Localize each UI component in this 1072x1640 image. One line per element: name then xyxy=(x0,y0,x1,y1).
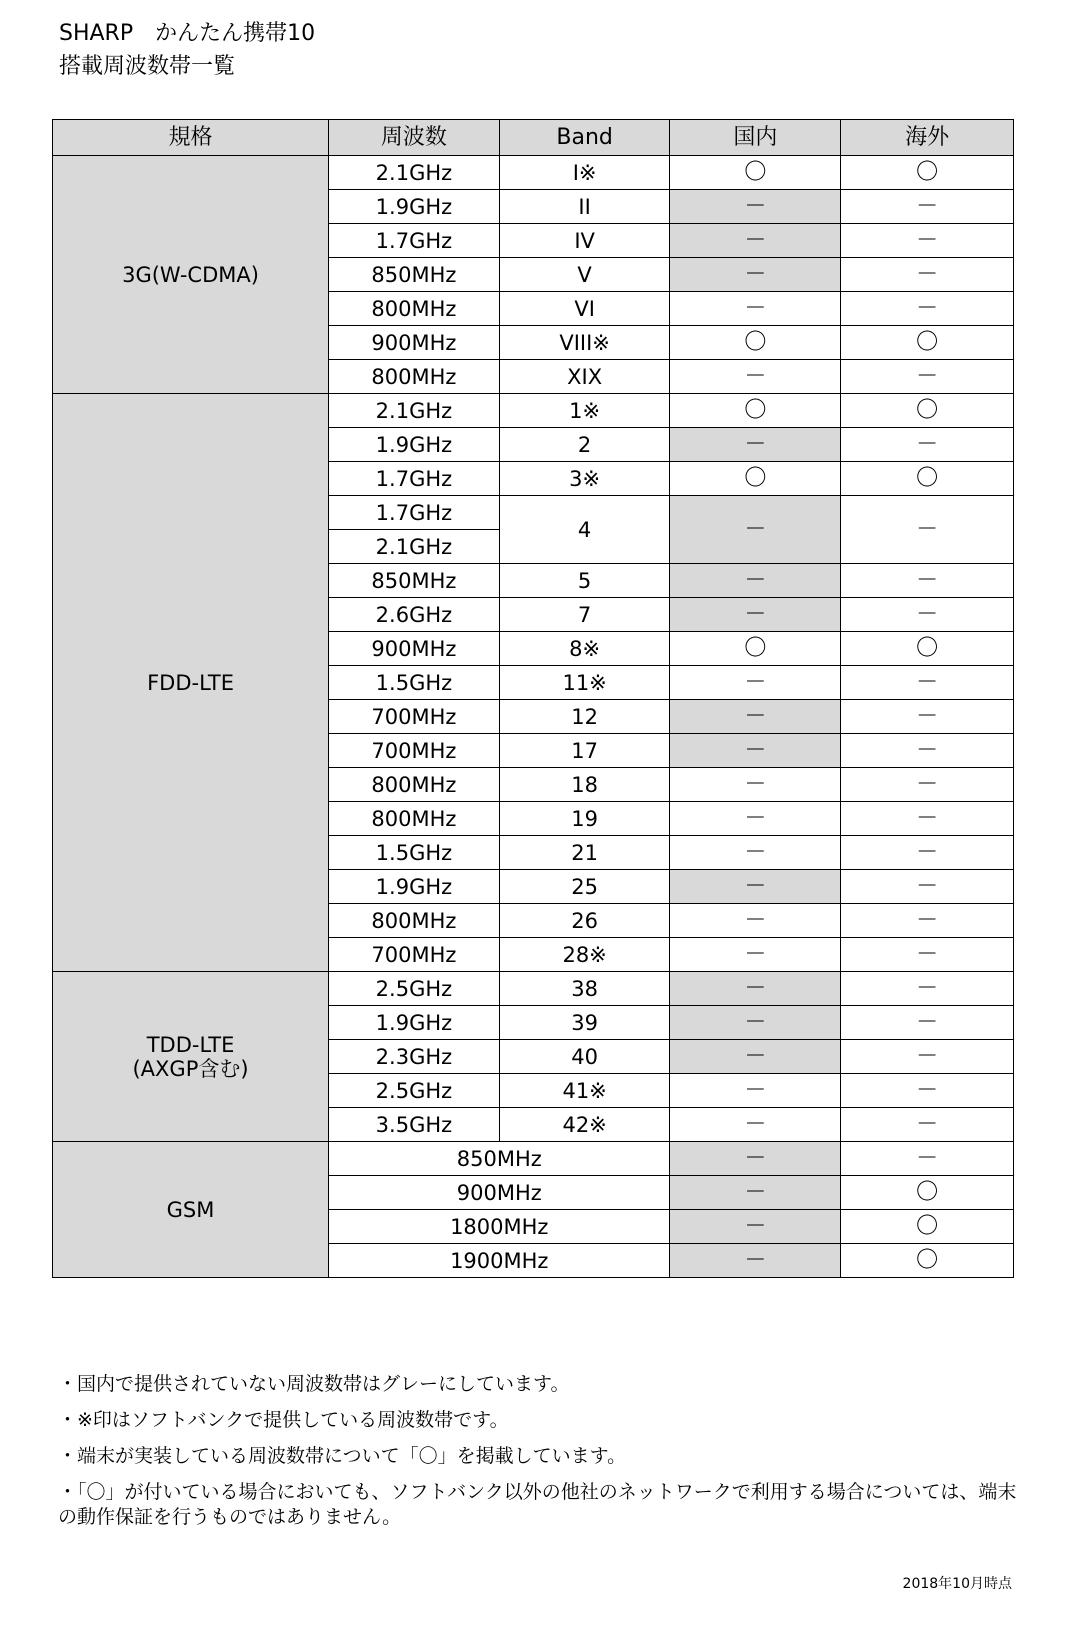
standard-sublabel: (AXGP含む) xyxy=(132,1056,249,1081)
band-cell: 12 xyxy=(499,700,670,734)
document-title: SHARP かんたん携帯10 xyxy=(59,21,316,46)
standard-cell xyxy=(53,972,329,1142)
standard-label: TDD-LTE xyxy=(146,1032,235,1057)
frequency-cell: 2.1GHz xyxy=(329,156,500,190)
domestic-cell: － xyxy=(670,972,841,1006)
frequency-cell: 850MHz xyxy=(329,258,500,292)
overseas-cell: － xyxy=(841,768,1014,802)
overseas-cell: － xyxy=(841,598,1014,632)
band-cell: 21 xyxy=(499,836,670,870)
domestic-cell: － xyxy=(670,224,841,258)
overseas-cell: － xyxy=(841,1108,1014,1142)
frequency-cell: 1.7GHz xyxy=(329,496,500,530)
domestic-cell: － xyxy=(670,870,841,904)
overseas-cell: － xyxy=(841,938,1014,972)
standard-label: GSM xyxy=(166,1197,215,1222)
domestic-cell: － xyxy=(670,768,841,802)
frequency-cell: 700MHz xyxy=(329,734,500,768)
band-cell: IV xyxy=(499,224,670,258)
standard-cell xyxy=(53,156,329,394)
domestic-cell: － xyxy=(670,802,841,836)
column-header-domestic: 国内 xyxy=(670,120,841,156)
overseas-cell: － xyxy=(841,190,1014,224)
overseas-cell: 〇 xyxy=(841,1244,1014,1278)
standard-cell xyxy=(53,1142,329,1278)
frequency-cell: 2.3GHz xyxy=(329,1040,500,1074)
overseas-cell: － xyxy=(841,224,1014,258)
domestic-cell: 〇 xyxy=(670,462,841,496)
column-header-overseas: 海外 xyxy=(841,120,1014,156)
frequency-cell: 2.5GHz xyxy=(329,972,500,1006)
band-cell: XIX xyxy=(499,360,670,394)
frequency-cell: 800MHz xyxy=(329,360,500,394)
table-header-row xyxy=(53,120,1014,156)
note-circle-meaning: ・端末が実装している周波数帯について「〇」を掲載しています。 xyxy=(58,1445,627,1467)
band-cell: 28※ xyxy=(499,938,670,972)
frequency-cell: 3.5GHz xyxy=(329,1108,500,1142)
frequency-cell: 1.9GHz xyxy=(329,1006,500,1040)
domestic-cell: － xyxy=(670,598,841,632)
band-cell: I※ xyxy=(499,156,670,190)
band-cell: 1※ xyxy=(499,394,670,428)
column-header-standard: 規格 xyxy=(53,120,329,156)
frequency-cell: 900MHz xyxy=(329,326,500,360)
table-row xyxy=(53,972,1014,1006)
overseas-cell: － xyxy=(841,1040,1014,1074)
frequency-cell: 2.1GHz xyxy=(329,530,500,564)
overseas-cell: － xyxy=(841,802,1014,836)
overseas-cell: － xyxy=(841,1006,1014,1040)
domestic-cell: － xyxy=(670,938,841,972)
frequency-cell: 700MHz xyxy=(329,700,500,734)
domestic-cell: － xyxy=(670,700,841,734)
band-cell: 11※ xyxy=(499,666,670,700)
domestic-cell: － xyxy=(670,904,841,938)
band-cell: 38 xyxy=(499,972,670,1006)
band-cell: 26 xyxy=(499,904,670,938)
band-cell: 19 xyxy=(499,802,670,836)
domestic-cell: 〇 xyxy=(670,394,841,428)
domestic-cell: － xyxy=(670,1244,841,1278)
domestic-cell: － xyxy=(670,496,841,564)
frequency-cell: 2.6GHz xyxy=(329,598,500,632)
domestic-cell: － xyxy=(670,564,841,598)
domestic-cell: － xyxy=(670,292,841,326)
note-asterisk-meaning: ・※印はソフトバンクで提供している周波数帯です。 xyxy=(58,1409,509,1431)
note-gray-meaning: ・国内で提供されていない周波数帯はグレーにしています。 xyxy=(58,1373,570,1395)
frequency-cell: 900MHz xyxy=(329,1176,670,1210)
band-cell: 2 xyxy=(499,428,670,462)
frequency-cell: 1800MHz xyxy=(329,1210,670,1244)
band-cell: 40 xyxy=(499,1040,670,1074)
band-cell: 42※ xyxy=(499,1108,670,1142)
band-cell: V xyxy=(499,258,670,292)
band-cell: 4 xyxy=(499,496,670,564)
overseas-cell: － xyxy=(841,564,1014,598)
band-cell: 7 xyxy=(499,598,670,632)
band-cell: 25 xyxy=(499,870,670,904)
band-cell: 3※ xyxy=(499,462,670,496)
overseas-cell: － xyxy=(841,666,1014,700)
overseas-cell: － xyxy=(841,360,1014,394)
frequency-cell: 1900MHz xyxy=(329,1244,670,1278)
column-header-band: Band xyxy=(499,120,670,156)
domestic-cell: 〇 xyxy=(670,156,841,190)
overseas-cell: 〇 xyxy=(841,394,1014,428)
band-cell: VIII※ xyxy=(499,326,670,360)
domestic-cell: － xyxy=(670,258,841,292)
overseas-cell: 〇 xyxy=(841,156,1014,190)
column-header-frequency: 周波数 xyxy=(329,120,500,156)
table-row xyxy=(53,1142,1014,1176)
domestic-cell: － xyxy=(670,1108,841,1142)
frequency-cell: 1.9GHz xyxy=(329,428,500,462)
overseas-cell: 〇 xyxy=(841,1176,1014,1210)
band-cell: II xyxy=(499,190,670,224)
band-cell: 41※ xyxy=(499,1074,670,1108)
overseas-cell: － xyxy=(841,904,1014,938)
domestic-cell: － xyxy=(670,360,841,394)
standard-label: FDD-LTE xyxy=(147,670,234,695)
overseas-cell: － xyxy=(841,734,1014,768)
frequency-cell: 850MHz xyxy=(329,1142,670,1176)
overseas-cell: 〇 xyxy=(841,632,1014,666)
frequency-band-table xyxy=(52,119,1014,1278)
band-cell: 18 xyxy=(499,768,670,802)
overseas-cell: 〇 xyxy=(841,462,1014,496)
domestic-cell: － xyxy=(670,1210,841,1244)
frequency-cell: 1.9GHz xyxy=(329,870,500,904)
overseas-cell: 〇 xyxy=(841,1210,1014,1244)
frequency-cell: 850MHz xyxy=(329,564,500,598)
domestic-cell: － xyxy=(670,1176,841,1210)
band-cell: VI xyxy=(499,292,670,326)
frequency-cell: 900MHz xyxy=(329,632,500,666)
domestic-cell: － xyxy=(670,1006,841,1040)
domestic-cell: － xyxy=(670,836,841,870)
frequency-cell: 700MHz xyxy=(329,938,500,972)
notes-section xyxy=(58,1372,1018,1541)
overseas-cell: － xyxy=(841,1142,1014,1176)
frequency-cell: 800MHz xyxy=(329,904,500,938)
table-row xyxy=(53,156,1014,190)
frequency-cell: 1.5GHz xyxy=(329,836,500,870)
frequency-cell: 2.5GHz xyxy=(329,1074,500,1108)
overseas-cell: － xyxy=(841,258,1014,292)
frequency-cell: 1.5GHz xyxy=(329,666,500,700)
document-subtitle: 搭載周波数帯一覧 xyxy=(59,54,236,79)
overseas-cell: － xyxy=(841,972,1014,1006)
frequency-cell: 1.9GHz xyxy=(329,190,500,224)
frequency-cell: 800MHz xyxy=(329,292,500,326)
overseas-cell: － xyxy=(841,496,1014,564)
overseas-cell: － xyxy=(841,428,1014,462)
domestic-cell: － xyxy=(670,666,841,700)
domestic-cell: 〇 xyxy=(670,326,841,360)
domestic-cell: － xyxy=(670,734,841,768)
frequency-cell: 800MHz xyxy=(329,768,500,802)
as-of-date: 2018年10月時点 xyxy=(902,1576,1012,1592)
domestic-cell: － xyxy=(670,190,841,224)
overseas-cell: － xyxy=(841,836,1014,870)
frequency-cell: 800MHz xyxy=(329,802,500,836)
frequency-cell: 2.1GHz xyxy=(329,394,500,428)
overseas-cell: － xyxy=(841,292,1014,326)
standard-label: 3G(W-CDMA) xyxy=(122,262,259,287)
band-cell: 39 xyxy=(499,1006,670,1040)
overseas-cell: － xyxy=(841,870,1014,904)
table-row xyxy=(53,394,1014,428)
overseas-cell: － xyxy=(841,700,1014,734)
domestic-cell: － xyxy=(670,1074,841,1108)
note-warranty-disclaimer: ・「〇」が付いている場合においても、ソフトバンク以外の他社のネットワークで利用する場合については、端末の動作保証を行うものではありません。 xyxy=(58,1481,1017,1528)
frequency-cell: 1.7GHz xyxy=(329,224,500,258)
standard-cell xyxy=(53,394,329,972)
domestic-cell: － xyxy=(670,1142,841,1176)
table-body xyxy=(53,156,1014,1278)
frequency-cell: 1.7GHz xyxy=(329,462,500,496)
domestic-cell: － xyxy=(670,428,841,462)
overseas-cell: 〇 xyxy=(841,326,1014,360)
domestic-cell: 〇 xyxy=(670,632,841,666)
band-cell: 5 xyxy=(499,564,670,598)
band-cell: 8※ xyxy=(499,632,670,666)
domestic-cell: － xyxy=(670,1040,841,1074)
overseas-cell: － xyxy=(841,1074,1014,1108)
band-cell: 17 xyxy=(499,734,670,768)
